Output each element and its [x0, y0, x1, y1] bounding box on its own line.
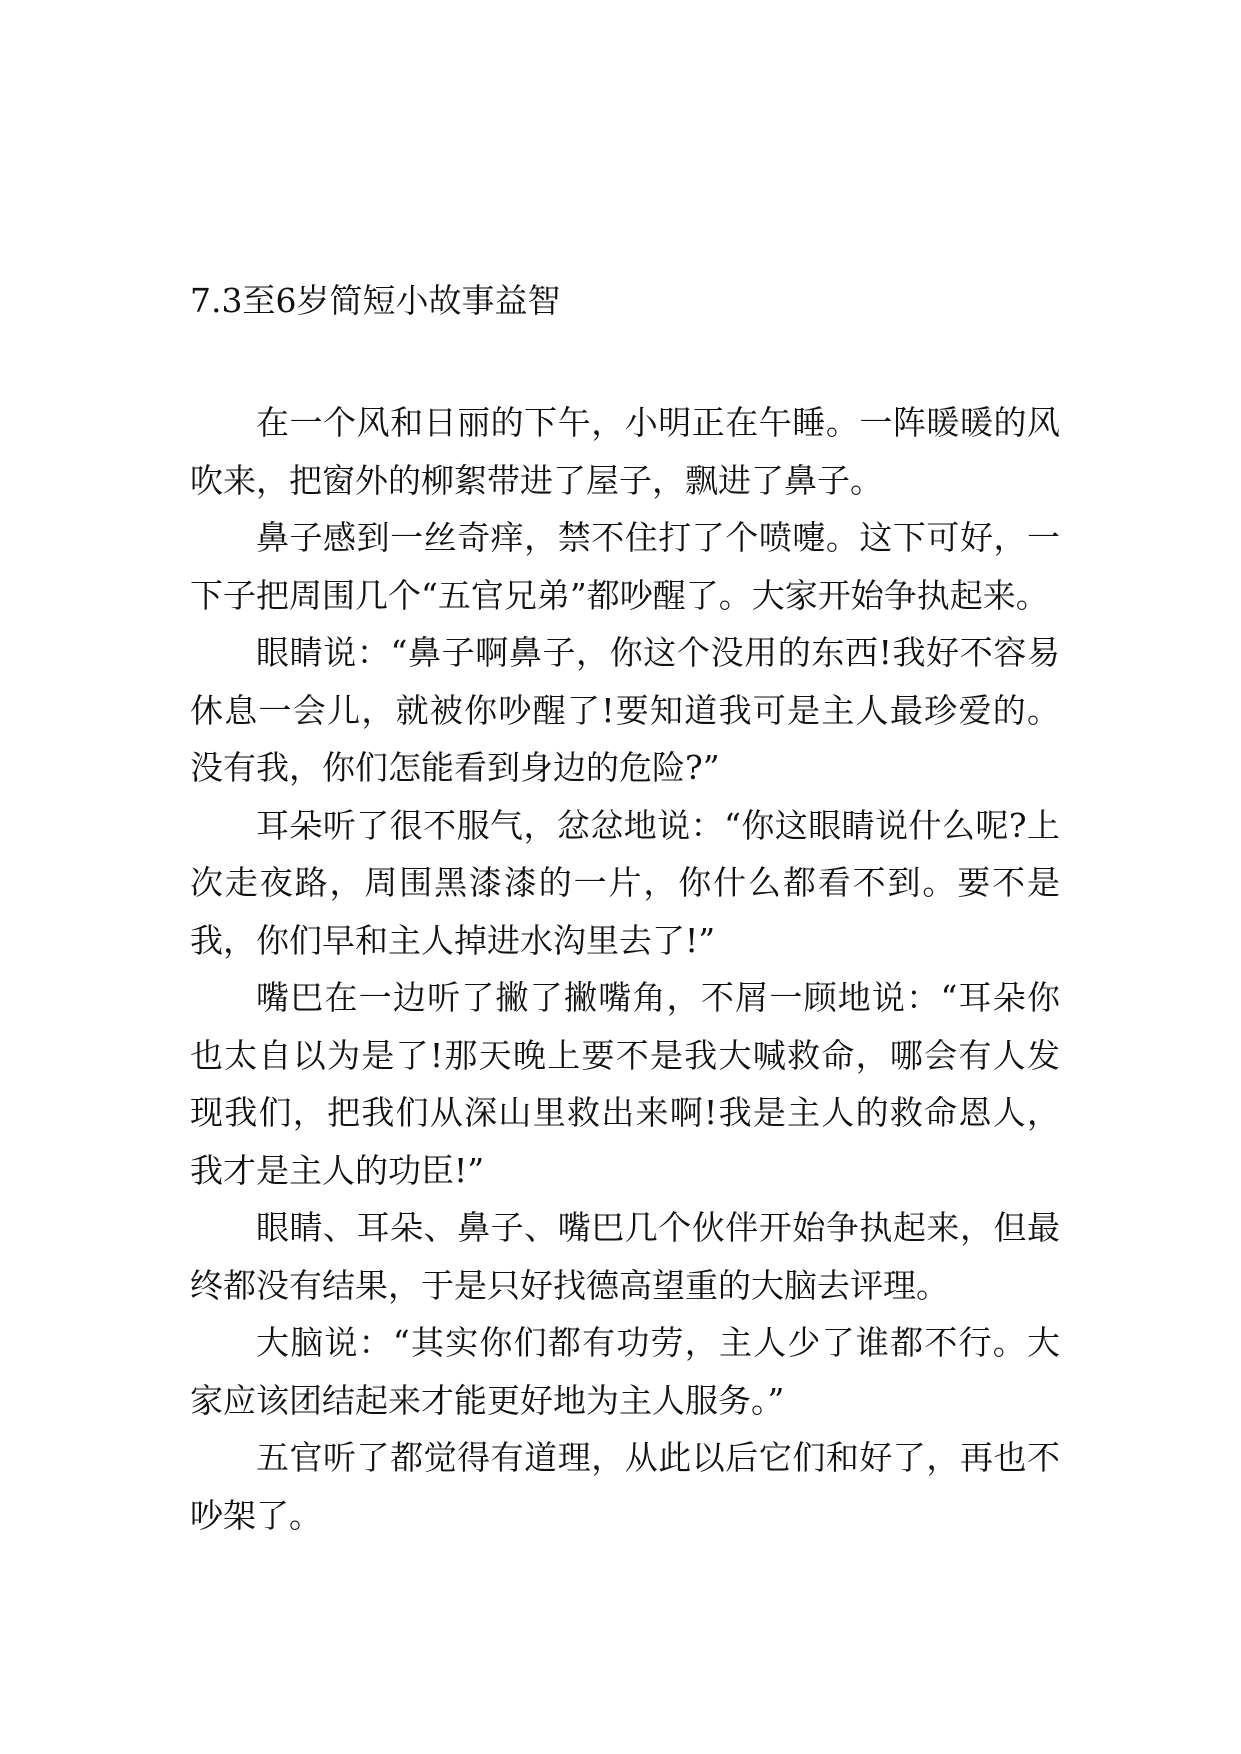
- story-paragraph: 耳朵听了很不服气，忿忿地说：“你这眼睛说什么呢?上次走夜路，周围黑漆漆的一片，你什么都看不到。要不是我，你们早和主人掉进水沟里去了!”: [190, 805, 1060, 960]
- story-paragraph: 五官听了都觉得有道理，从此以后它们和好了，再也不吵架了。: [190, 1438, 1060, 1535]
- story-paragraph: 眼睛说：“鼻子啊鼻子，你这个没用的东西!我好不容易休息一会儿，就被你吵醒了!要知道我可是主人最珍爱的。没有我，你们怎能看到身边的危险?”: [190, 633, 1060, 787]
- story-paragraph: 大脑说：“其实你们都有功劳，主人少了谁都不行。大家应该团结起来才能更好地为主人服务。”: [190, 1323, 1060, 1420]
- document-title: 7.3至6岁简短小故事益智: [190, 281, 561, 320]
- story-paragraph: 眼睛、耳朵、鼻子、嘴巴几个伙伴开始争执起来，但最终都没有结果，于是只好找德高望重的大脑去评理。: [190, 1208, 1060, 1305]
- story-paragraph: 鼻子感到一丝奇痒，禁不住打了个喷嚏。这下可好，一下子把周围几个“五官兄弟”都吵醒了。大家开始争执起来。: [190, 518, 1060, 615]
- story-paragraph: 嘴巴在一边听了撇了撇嘴角，不屑一顾地说：“耳朵你也太自以为是了!那天晚上要不是我大喊救命，哪会有人发现我们，把我们从深山里救出来啊!我是主人的救命恩人，我才是主人的功臣!”: [190, 978, 1060, 1190]
- story-paragraph: 在一个风和日丽的下午，小明正在午睡。一阵暖暖的风吹来，把窗外的柳絮带进了屋子，飘进了鼻子。: [190, 403, 1060, 500]
- story-body: [190, 394, 1060, 1544]
